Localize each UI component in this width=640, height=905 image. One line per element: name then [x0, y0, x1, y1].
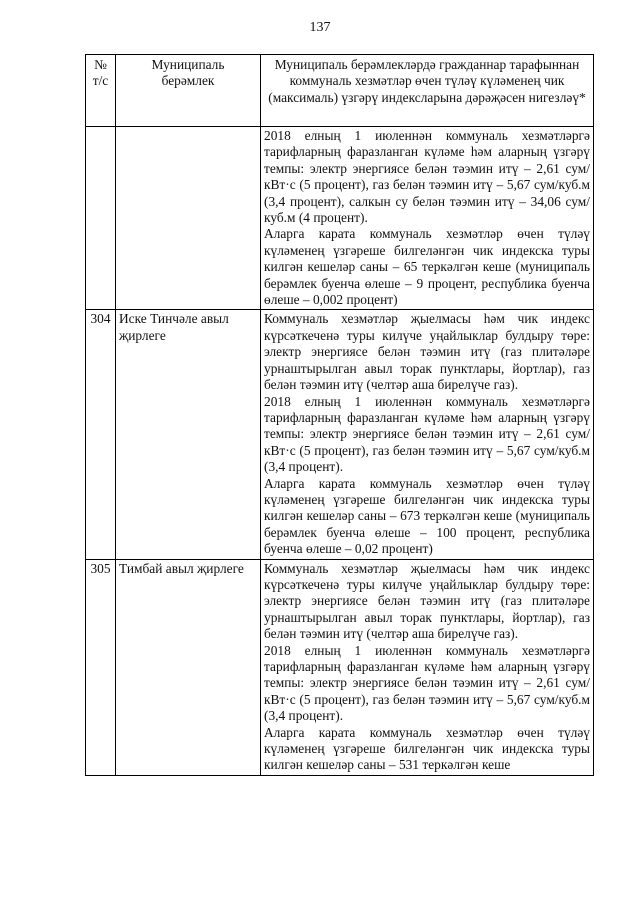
description-paragraph: 2018 елның 1 июленнән коммуналь хезмәтләргә тарифларның фаразланган күләме һәм аларның үзгәрү темпы: электр энергиясе белән тәэмин итү – 2,61 сум/кВт·с (5 процент), газ белән тәэмин итү – 5,67 сум/куб.м (3,4 процент), салкын су белән тәэмин итү – 34,06 сум/куб.м (4 процент).: [264, 128, 590, 226]
page-number: 137: [309, 20, 331, 35]
description-paragraph: 2018 елның 1 июленнән коммуналь хезмәтләргә тарифларның фаразланган күләме һәм аларның үзгәрү темпы: электр энергиясе белән тәэмин итү – 2,61 сум/кВт·с (5 процент), газ белән тәэмин итү – 5,67 сум/куб.м (3,4 процент).: [264, 393, 590, 475]
description-paragraph: Аларга карата коммуналь хезмәтләр өчен түләү күләменең үзгәреше билгеләнгән чик индекска туры килгән кешеләр саны – 673 теркәлгән кеше (муниципаль берәмлек буенча өлеше – 100 процент, республика буенча өлеше – 0,02 процент): [264, 475, 590, 557]
table-body: [86, 127, 594, 776]
description-paragraph: Коммуналь хезмәтләр җыелмасы һәм чик индекс күрсәткеченә туры килүче уңайлыклар булдыру төре: электр энергиясе белән тәэмин итү (газ плитәләре урнаштырылган авыл торак пунктлары, йортлар), газ белән тәэмин итү (челтәр аша бирелүче газ).: [264, 560, 590, 642]
description-paragraph: Коммуналь хезмәтләр җыелмасы һәм чик индекс күрсәткеченә туры килүче уңайлыклар булдыру төре: электр энергиясе белән тәэмин итү (газ плитәләре урнаштырылган авыл торак пунктлары, йортлар), газ белән тәэмин итү (челтәр аша бирелүче газ).: [264, 311, 590, 393]
description-paragraph: Аларга карата коммуналь хезмәтләр өчен түләү күләменең үзгәреше билгеләнгән чик индекска туры килгән кешеләр саны – 65 теркәлгән кеше (муниципаль берәмлек буенча өлеше – 9 процент, республика буенча өлеше – 0,002 процент): [264, 226, 590, 308]
row-municipality: [116, 127, 261, 310]
table-row: [86, 310, 594, 559]
table-header-row: [86, 55, 594, 127]
row-municipality: Иске Тинчәле авыл җирлеге: [116, 310, 261, 559]
row-number: 305: [86, 559, 116, 775]
header-municipality: Муниципаль берәмлек: [116, 55, 261, 127]
row-description: [261, 310, 594, 559]
tariff-table: [85, 54, 594, 776]
header-number: № т/с: [86, 55, 116, 127]
header-justification: Муниципаль берәмлекләрдә гражданнар тарафыннан коммуналь хезмәтләр өчен түләү күләменең чик (максималь) үзгәрү индексларына дәрәҗәсен нигезләү*: [261, 55, 594, 127]
table-row: [86, 559, 594, 775]
row-description: [261, 559, 594, 775]
row-number: 304: [86, 310, 116, 559]
row-municipality: Тимбай авыл җирлеге: [116, 559, 261, 775]
description-paragraph: 2018 елның 1 июленнән коммуналь хезмәтләргә тарифларның фаразланган күләме һәм аларның үзгәрү темпы: электр энергиясе белән тәэмин итү – 2,61 сум/кВт·с (5 процент), газ белән тәэмин итү – 5,67 сум/куб.м (3,4 процент).: [264, 642, 590, 724]
row-number: [86, 127, 116, 310]
description-paragraph: Аларга карата коммуналь хезмәтләр өчен түләү күләменең үзгәреше билгеләнгән чик индекска туры килгән кешеләр саны – 531 теркәлгән кеше: [264, 724, 590, 773]
row-description: [261, 127, 594, 310]
table-row: [86, 127, 594, 310]
